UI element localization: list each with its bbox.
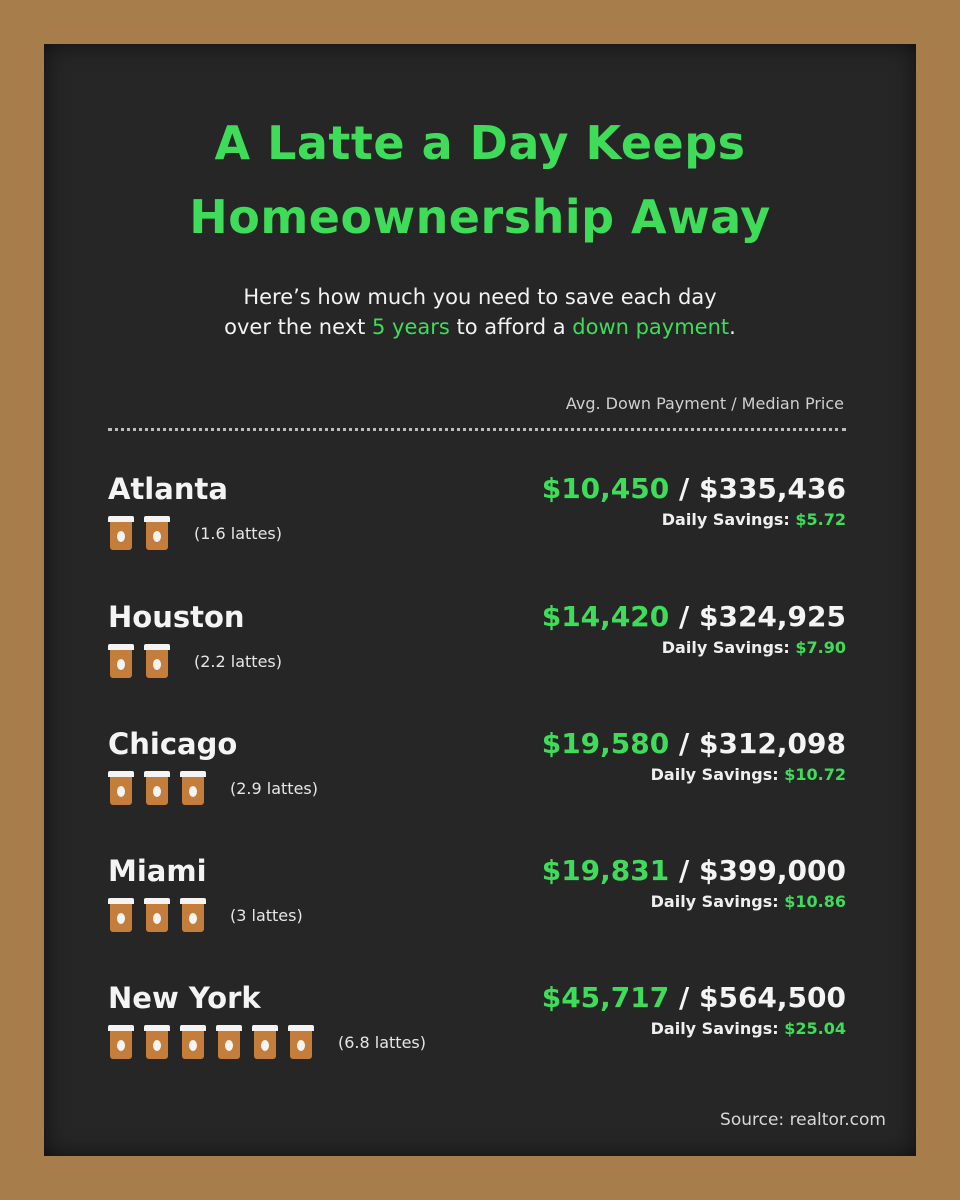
coffee-cup-icon (144, 516, 170, 550)
page-title (44, 106, 916, 254)
coffee-cup-icon (288, 1025, 314, 1059)
city-name: Houston (108, 600, 245, 634)
city-row (108, 600, 846, 700)
coffee-cup-icon (144, 1025, 170, 1059)
latte-count: (1.6 lattes) (194, 523, 282, 543)
price-pair (542, 600, 846, 633)
latte-cups (108, 898, 303, 932)
median-price: $312,098 (698, 727, 846, 760)
subtitle-line-1: Here’s how much you need to save each day (243, 285, 717, 309)
median-price: $324,925 (698, 600, 846, 633)
daily-savings-amount: $7.90 (795, 638, 846, 657)
subtitle-highlight-years: 5 years (372, 315, 450, 339)
subtitle-highlight-down-payment: down payment (572, 315, 730, 339)
title-line-1: A Latte a Day Keeps (214, 116, 746, 170)
coffee-cup-icon (252, 1025, 278, 1059)
daily-savings (662, 638, 846, 657)
coffee-cup-icon (144, 898, 170, 932)
daily-savings-label: Daily Savings: (650, 1019, 779, 1038)
coffee-cup-icon (180, 898, 206, 932)
price-separator: / (669, 472, 699, 505)
down-payment: $19,580 (541, 727, 670, 760)
coffee-cup-icon (108, 516, 134, 550)
subtitle-line-2 (44, 312, 916, 342)
price-pair (542, 727, 846, 760)
subtitle-text-a: over the next (224, 315, 372, 339)
latte-cups (108, 644, 282, 678)
latte-cups (108, 1025, 426, 1059)
down-payment: $10,450 (541, 472, 670, 505)
subtitle (44, 282, 916, 342)
source-credit: Source: realtor.com (720, 1110, 886, 1130)
coffee-cup-icon (180, 771, 206, 805)
down-payment: $14,420 (541, 600, 670, 633)
latte-cups (108, 771, 318, 805)
latte-count: (3 lattes) (230, 905, 303, 925)
daily-savings-amount: $5.72 (795, 510, 846, 529)
city-name: Atlanta (108, 472, 228, 506)
daily-savings (651, 892, 846, 911)
city-name: New York (108, 981, 261, 1015)
coffee-cup-icon (216, 1025, 242, 1059)
daily-savings-amount: $10.72 (784, 765, 846, 784)
subtitle-text-c: . (729, 315, 736, 339)
column-header: Avg. Down Payment / Median Price (565, 394, 844, 413)
coffee-cup-icon (108, 898, 134, 932)
coffee-cup-icon (144, 644, 170, 678)
median-price: $335,436 (698, 472, 846, 505)
price-pair (542, 472, 846, 505)
daily-savings-label: Daily Savings: (661, 510, 790, 529)
city-name: Miami (108, 854, 207, 888)
price-separator: / (669, 854, 699, 887)
median-price: $564,500 (698, 981, 846, 1014)
coffee-cup-icon (108, 1025, 134, 1059)
daily-savings-label: Daily Savings: (650, 892, 779, 911)
city-row (108, 472, 846, 572)
title-line-2: Homeownership Away (189, 190, 771, 244)
price-separator: / (669, 600, 699, 633)
city-name: Chicago (108, 727, 238, 761)
daily-savings-amount: $25.04 (784, 1019, 846, 1038)
price-separator: / (669, 981, 699, 1014)
latte-count: (6.8 lattes) (338, 1032, 426, 1052)
coffee-cup-icon (144, 771, 170, 805)
price-pair (542, 981, 846, 1014)
chalkboard (44, 44, 916, 1156)
latte-cups (108, 516, 282, 550)
daily-savings-label: Daily Savings: (661, 638, 790, 657)
down-payment: $19,831 (541, 854, 670, 887)
price-pair (542, 854, 846, 887)
daily-savings (662, 510, 846, 529)
down-payment: $45,717 (541, 981, 670, 1014)
subtitle-text-b: to afford a (449, 315, 573, 339)
city-row (108, 727, 846, 827)
daily-savings-label: Daily Savings: (650, 765, 779, 784)
city-row (108, 854, 846, 954)
median-price: $399,000 (698, 854, 846, 887)
city-row (108, 981, 846, 1081)
coffee-cup-icon (108, 771, 134, 805)
price-separator: / (669, 727, 699, 760)
daily-savings-amount: $10.86 (784, 892, 846, 911)
latte-count: (2.2 lattes) (194, 651, 282, 671)
coffee-cup-icon (108, 644, 134, 678)
latte-count: (2.9 lattes) (230, 778, 318, 798)
coffee-cup-icon (180, 1025, 206, 1059)
daily-savings (651, 1019, 846, 1038)
divider (108, 428, 846, 431)
daily-savings (651, 765, 846, 784)
